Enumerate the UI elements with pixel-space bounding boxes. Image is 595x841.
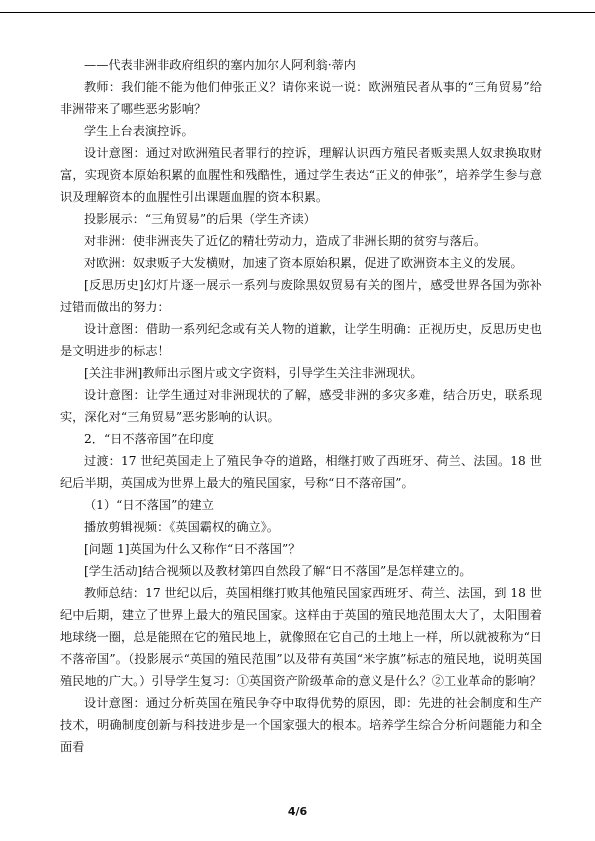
header-rule — [0, 12, 595, 13]
paragraph: 教师总结：17 世纪以后，英国相继打败其他殖民国家西班牙、荷兰、法国，到 18 世纪中后期，建立了世界上最大的殖民国家。这样由于英国的殖民地范围太大了，太阳围着地球绕一圈，总是能照在它的殖民地上，就像照在它自己的土地上一样，所以就被称为“日不落帝国”。（投影展示“英国的殖民范围”以及带有英国“米字旗”标志的殖民地，说明英国殖民地的广大。）引导学生复习：①英国资产阶级革命的意义是什么？②工业革命的影响？ — [60, 586, 542, 688]
paragraph: ——代表非洲非政府组织的塞内加尔人阿利翁·蒂内 — [84, 58, 356, 72]
paragraph: 设计意图：通过对欧洲殖民者罪行的控诉，理解认识西方殖民者贩卖黑人奴隶换取财富，实现资本原始积累的血腥性和残酷性，通过学生表达“正义的伸张”，培养学生参与意识及理解资本的血腥性引出课题血腥的资本积累。 — [60, 146, 542, 204]
page-number: 4/6 — [287, 805, 308, 818]
subsection-heading: （1）“日不落国”的建立 — [84, 498, 214, 512]
paragraph: 对非洲：使非洲丧失了近亿的精壮劳动力，造成了非洲长期的贫穷与落后。 — [84, 234, 487, 248]
paragraph: [关注非洲]教师出示图片或文字资料，引导学生关注非洲现状。 — [84, 366, 423, 380]
paragraph: 投影展示：“三角贸易”的后果（学生齐读） — [84, 212, 316, 226]
paragraph: 学生上台表演控诉。 — [84, 124, 194, 138]
paragraph: 播放剪辑视频：《英国霸权的确立》。 — [84, 520, 279, 534]
paragraph: 过渡：17 世纪英国走上了殖民争夺的道路，相继打败了西班牙、荷兰、法国。18 世纪后半期，英国成为世界上最大的殖民国家，号称“日不落帝国”。 — [60, 454, 542, 490]
paragraph: 设计意图：借助一系列纪念或有关人物的道歉，让学生明确：正视历史，反思历史也是文明进步的标志！ — [60, 322, 542, 358]
section-heading: 2．“日不落帝国”在印度 — [84, 432, 214, 446]
paragraph: [学生活动]结合视频以及教材第四自然段了解“日不落国”是怎样建立的。 — [84, 564, 472, 578]
paragraph: [问题 1]英国为什么又称作“日不落国”？ — [84, 542, 301, 556]
paragraph: [反思历史]幻灯片逐一展示一系列与废除黑奴贸易有关的图片，感受世界各国为弥补过错而做出的努力： — [60, 278, 542, 314]
paragraph: 对欧洲：奴隶贩子大发横财，加速了资本原始积累，促进了欧洲资本主义的发展。 — [84, 256, 523, 270]
paragraph: 教师：我们能不能为他们伸张正义？请你来说一说：欧洲殖民者从事的“三角贸易”给非洲带来了哪些恶劣影响？ — [60, 80, 542, 116]
document-body — [60, 54, 542, 758]
paragraph: 设计意图：通过分析英国在殖民争夺中取得优势的原因，即：先进的社会制度和生产技术，明确制度创新与科技进步是一个国家强大的根本。培养学生综合分析问题能力和全面看 — [60, 696, 542, 754]
paragraph: 设计意图：让学生通过对非洲现状的了解，感受非洲的多灾多难，结合历史，联系现实，深化对“三角贸易”恶劣影响的认识。 — [60, 388, 542, 424]
